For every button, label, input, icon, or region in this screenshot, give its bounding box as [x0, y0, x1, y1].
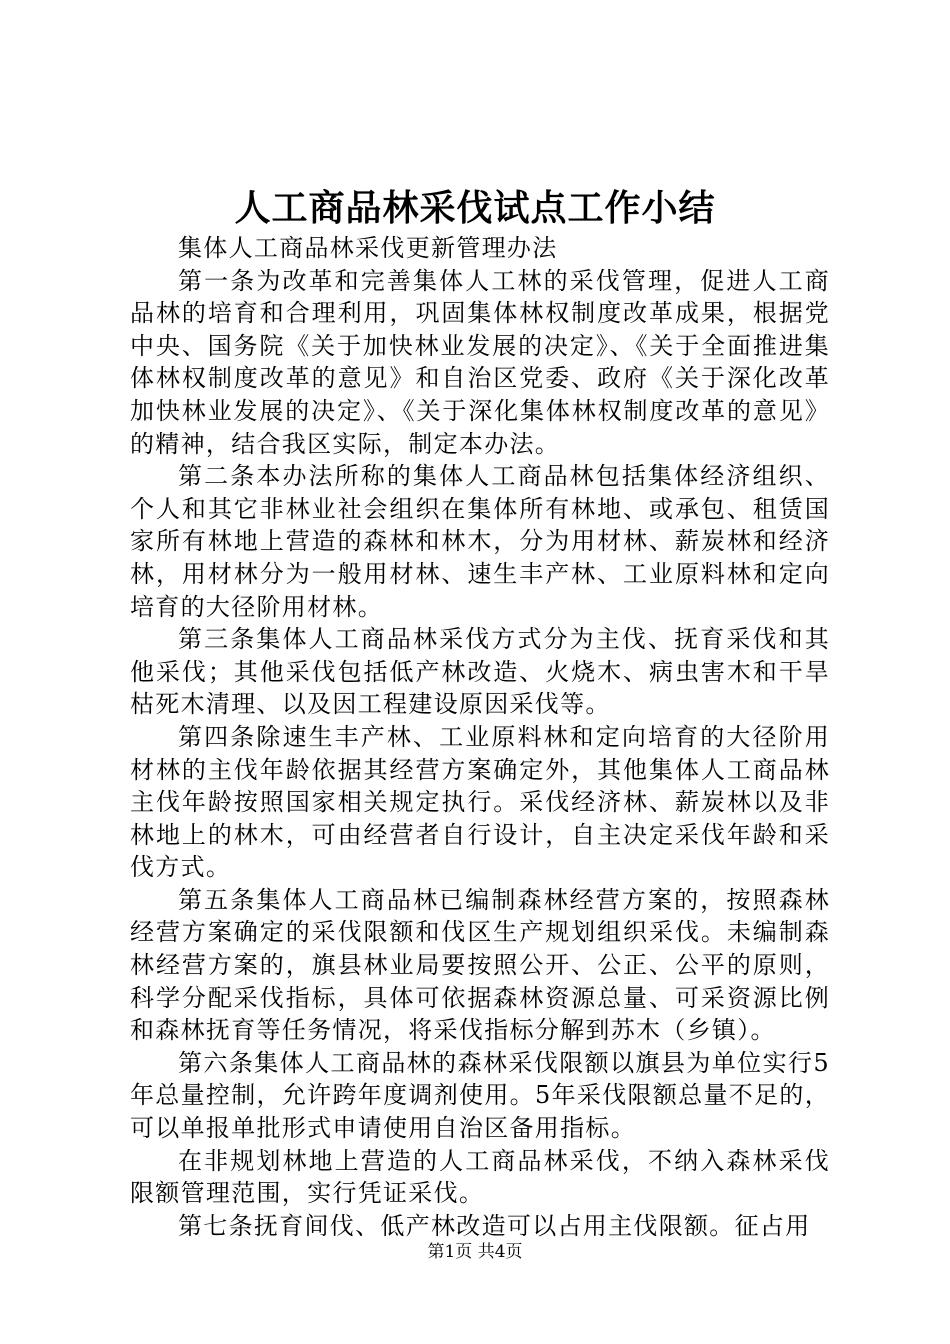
page-number-footer: 第1页 共4页	[427, 1242, 523, 1262]
paragraph-article-5: 第五条集体人工商品林已编制森林经营方案的，按照森林经营方案确定的采伐限额和伐区生产规划组织采伐。未编制森林经营方案的，旗县林业局要按照公开、公正、公平的原则，科学分配采伐指标，具体可依据森林资源总量、可采资源比例和森林抚育等任务情况，将采伐指标分解到苏木（乡镇）。	[130, 885, 830, 1045]
paragraph-article-3: 第三条集体人工商品林采伐方式分为主伐、抚育采伐和其他采伐；其他采伐包括低产林改造、火烧木、病虫害木和干旱枯死木清理、以及因工程建设原因采伐等。	[130, 625, 830, 719]
paragraph-article-1: 第一条为改革和完善集体人工林的采伐管理，促进人工商品林的培育和合理利用，巩固集体林权制度改革成果，根据党中央、国务院《关于加快林业发展的决定》、《关于全面推进集体林权制度改革的意见》和自治区党委、政府《关于深化改革加快林业发展的决定》、《关于深化集体林权制度改革的意见》的精神，结合我区实际，制定本办法。	[130, 266, 830, 458]
paragraph-article-6: 第六条集体人工商品林的森林采伐限额以旗县为单位实行5年总量控制，允许跨年度调剂使用。5年采伐限额总量不足的，可以单报单批形式申请使用自治区备用指标。	[130, 1048, 830, 1143]
paragraph-subtitle: 集体人工商品林采伐更新管理办法	[178, 234, 558, 262]
document-body	[130, 232, 830, 1242]
document-title: 人工商品林采伐试点工作小结	[234, 187, 716, 229]
paragraph-article-7: 第七条抚育间伐、低产林改造可以占用主伐限额。征占用	[178, 1211, 811, 1240]
paragraph-article-2: 第二条本办法所称的集体人工商品林包括集体经济组织、个人和其它非林业社会组织在集体所有林地、或承包、租赁国家所有林地上营造的森林和林木，分为用材林、薪炭林和经济林，用材林分为一般用材林、速生丰产林、工业原料林和定向培育的大径阶用材林。	[130, 462, 830, 621]
paragraph-article-6-supplement: 在非规划林地上营造的人工商品林采伐，不纳入森林采伐限额管理范围，实行凭证采伐。	[130, 1146, 830, 1208]
paragraph-article-4: 第四条除速生丰产林、工业原料林和定向培育的大径阶用材林的主伐年龄依据其经营方案确定外，其他集体人工商品林主伐年龄按照国家相关规定执行。采伐经济林、薪炭林以及非林地上的林木，可由经营者自行设计，自主决定采伐年龄和采伐方式。	[130, 722, 830, 882]
